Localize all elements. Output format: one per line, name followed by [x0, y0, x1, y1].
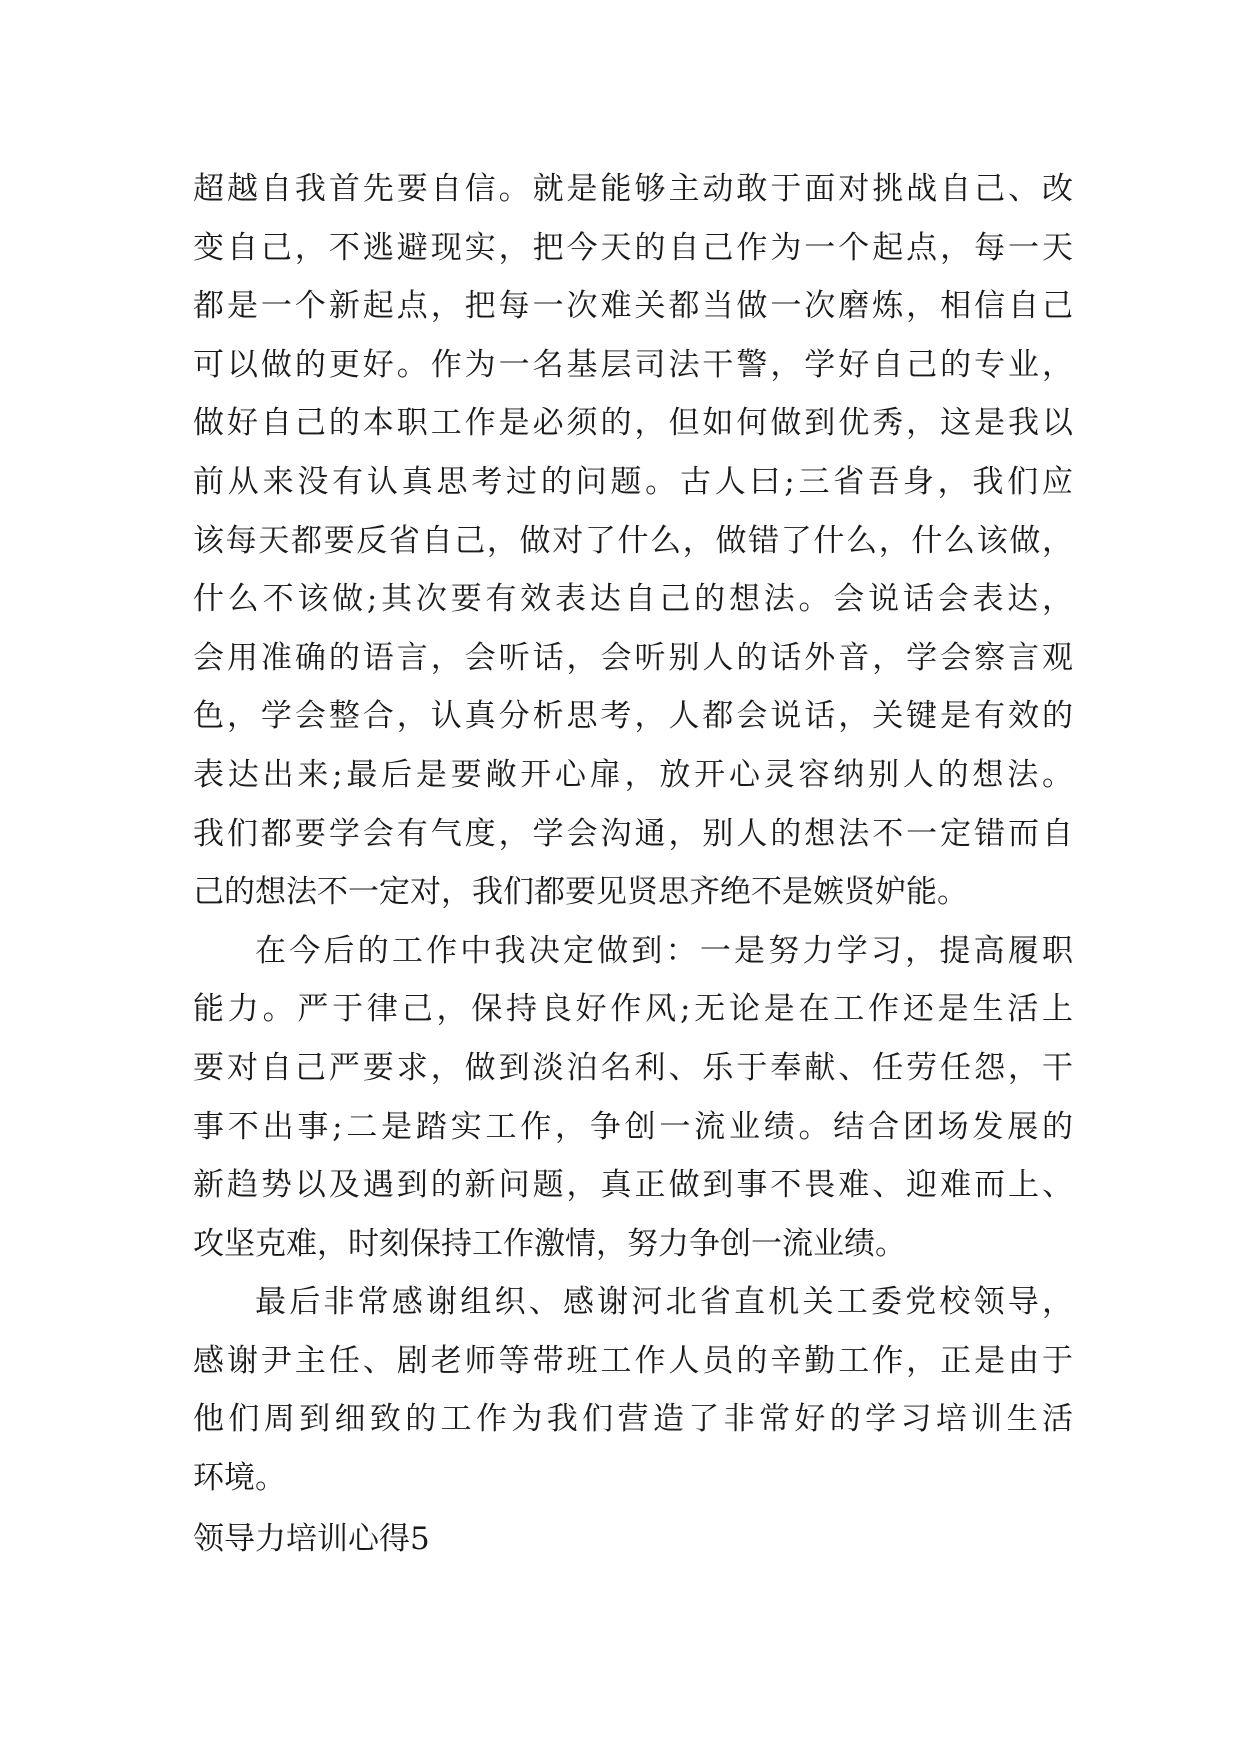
text-line: 色，学会整合，认真分析思考，人都会说话，关键是有效的	[193, 698, 1073, 735]
text-line: 什么不该做;其次要有效表达自己的想法。会说话会表达，	[193, 581, 1073, 618]
text-line-first: 最后非常感谢组织、感谢河北省直机关工委党校领导，	[255, 1284, 1073, 1321]
text-line: 感谢尹主任、剧老师等带班工作人员的辛勤工作，正是由于	[193, 1342, 1073, 1379]
text-line: 新趋势以及遇到的新问题，真正做到事不畏难、迎难而上、	[193, 1167, 1073, 1204]
text-line-last: 环境。	[193, 1460, 286, 1497]
text-line-first: 在今后的工作中我决定做到：一是努力学习，提高履职	[255, 932, 1073, 969]
paragraph-self-confidence	[193, 160, 1073, 922]
text-line: 该每天都要反省自己，做对了什么，做错了什么，什么该做，	[193, 522, 1073, 559]
text-line: 要对自己严要求，做到淡泊名利、乐于奉献、任劳任怨，干	[193, 1049, 1073, 1086]
text-line: 我们都要学会有气度，学会沟通，别人的想法不一定错而自	[193, 815, 1073, 852]
text-line-last: 己的想法不一定对，我们都要见贤思齐绝不是嫉贤妒能。	[193, 874, 968, 911]
paragraph-thanks	[193, 1273, 1073, 1507]
text-line-last: 攻坚克难，时刻保持工作激情，努力争创一流业绩。	[193, 1225, 906, 1262]
text-line: 都是一个新起点，把每一次难关都当做一次磨炼，相信自己	[193, 288, 1073, 325]
text-line: 会用准确的语言，会听话，会听别人的话外音，学会察言观	[193, 639, 1073, 676]
text-line: 做好自己的本职工作是必须的，但如何做到优秀，这是我以	[193, 405, 1073, 442]
text-line: 表达出来;最后是要敞开心扉，放开心灵容纳别人的想法。	[193, 756, 1073, 793]
paragraph-future-work	[193, 922, 1073, 1274]
text-line: 变自己，不逃避现实，把今天的自己作为一个起点，每一天	[193, 229, 1073, 266]
text-line: 事不出事;二是踏实工作，争创一流业绩。结合团场发展的	[193, 1108, 1073, 1145]
text-line: 可以做的更好。作为一名基层司法干警，学好自己的专业，	[193, 346, 1073, 383]
text-line: 能力。严于律己，保持良好作风;无论是在工作还是生活上	[193, 991, 1073, 1028]
text-line: 他们周到细致的工作为我们营造了非常好的学习培训生活	[193, 1401, 1073, 1438]
text-line: 前从来没有认真思考过的问题。古人曰;三省吾身，我们应	[193, 463, 1073, 500]
text-line: 超越自我首先要自信。就是能够主动敢于面对挑战自己、改	[193, 171, 1073, 207]
section-heading: 领导力培训心得5	[193, 1520, 430, 1557]
document-body	[193, 160, 1073, 1568]
